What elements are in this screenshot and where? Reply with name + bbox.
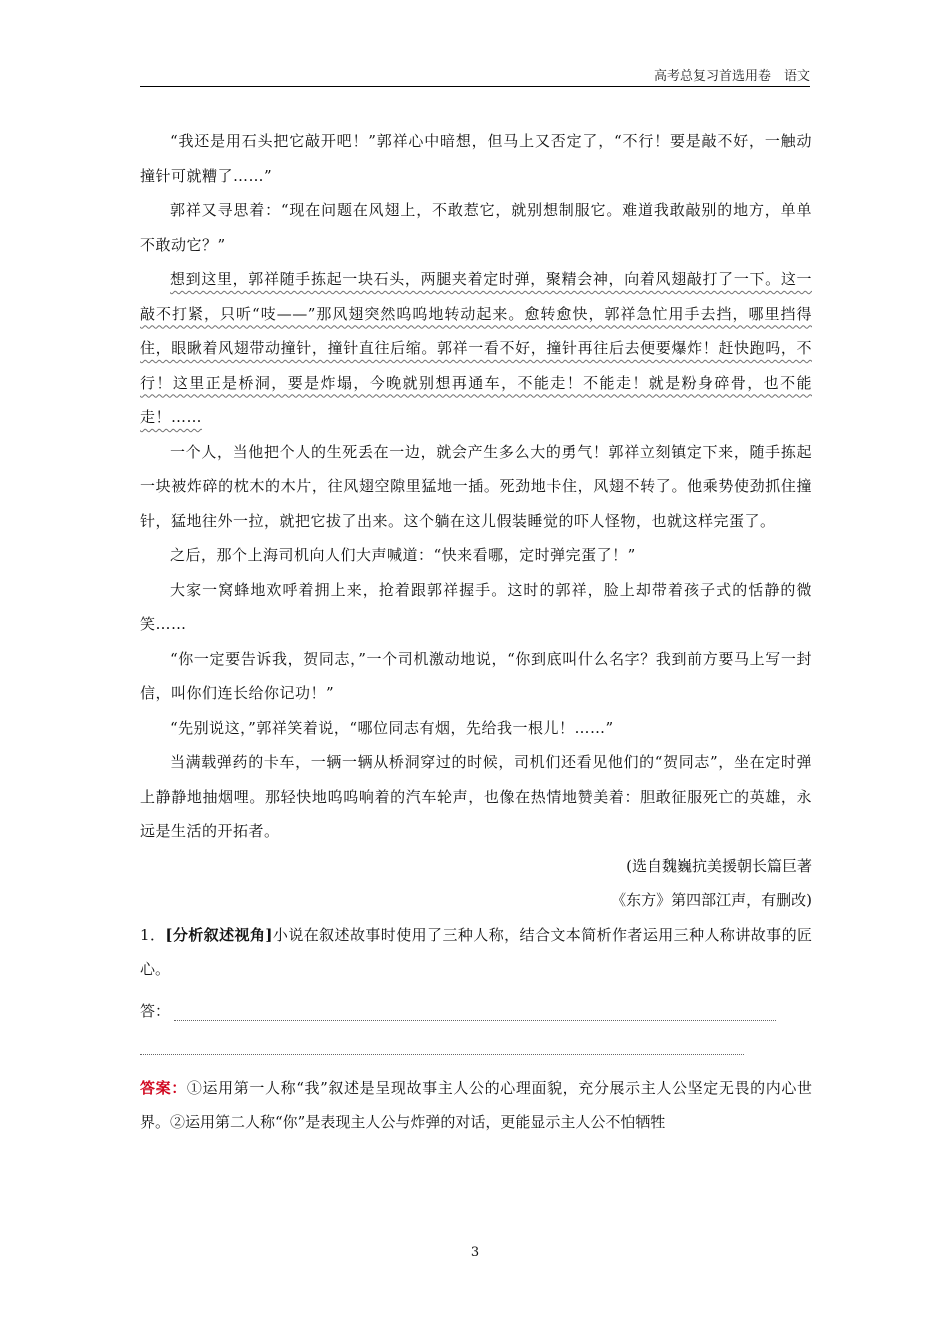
page-content bbox=[140, 124, 812, 1140]
paragraph-8: “先别说这，”郭祥笑着说，“哪位同志有烟，先给我一根儿！……” bbox=[170, 718, 614, 737]
answer-paragraph bbox=[140, 1071, 812, 1140]
answer-blank-line bbox=[174, 998, 776, 1021]
paragraph-2: 郭祥又寻思着：“现在问题在风翅上，不敢惹它，就别想制服它。难道我敢敲别的地方，单单不敢动它？” bbox=[140, 201, 812, 254]
paragraph-5: 之后，那个上海司机向人们大声喊道：“快来看哪，定时弹完蛋了！” bbox=[170, 546, 636, 564]
source-line-2: 《东方》第四部江声，有删改) bbox=[611, 891, 812, 909]
header-title: 高考总复习首选用卷 语文 bbox=[653, 69, 810, 84]
question-tag: [分析叙述视角] bbox=[165, 925, 273, 944]
answer-label: 答案： bbox=[140, 1078, 187, 1097]
question-text: 小说在叙述故事时使用了三种人称，结合文本简析作者运用三种人称讲故事的匠心。 bbox=[140, 925, 812, 978]
answer-prompt: 答： bbox=[140, 1001, 171, 1020]
paragraph-7: “你一定要告诉我，贺同志，”一个司机激动地说，“你到底叫什么名字？我到前方要马上写一封信，叫你们连长给你记功！” bbox=[140, 649, 812, 702]
paragraph-1: “我还是用石头把它敲开吧！”郭祥心中暗想，但马上又否定了，“不行！要是敲不好，一触动撞针可就糟了……” bbox=[140, 132, 812, 185]
question-number: 1． bbox=[140, 925, 166, 944]
paragraph-3 bbox=[140, 262, 812, 435]
page-number: 3 bbox=[470, 1245, 480, 1260]
paragraph-9: 当满载弹药的卡车，一辆一辆从桥洞穿过的时候，司机们还看见他们的“贺同志”，坐在定时弹上静静地抽烟哩。那轻快地呜呜响着的汽车轮声，也像在热情地赞美着：胆敢征服死亡的英雄，永远是生活的开拓者。 bbox=[140, 753, 812, 840]
source-line-1: (选自魏巍抗美援朝长篇巨著 bbox=[626, 856, 812, 875]
answer-line-2 bbox=[140, 1021, 812, 1055]
answer-blank-line-2 bbox=[140, 1032, 744, 1055]
page-header bbox=[140, 70, 810, 87]
paragraph-4: 一个人，当他把个人的生死丢在一边，就会产生多么大的勇气！郭祥立刻镇定下来，随手拣起一块被炸碎的枕木的木片，往风翅空隙里猛地一插。死劲地卡住，风翅不转了。他乘势使劲抓住撞针，猛地往外一拉，就把它拔了出来。这个躺在这儿假装睡觉的吓人怪物，也就这样完蛋了。 bbox=[140, 442, 812, 530]
answer-line bbox=[140, 987, 812, 1021]
paragraph-6: 大家一窝蜂地欢呼着拥上来，抢着跟郭祥握手。这时的郭祥，脸上却带着孩子式的恬静的微笑…… bbox=[140, 580, 812, 633]
question-1 bbox=[140, 918, 812, 987]
answer-text: ①运用第一人称“我”叙述是呈现故事主人公的心理面貌，充分展示主人公坚定无畏的内心世界。②运用第二人称“你”是表现主人公与炸弹的对话，更能显示主人公不怕牺牲 bbox=[140, 1078, 812, 1131]
wavy-underlined-text: 想到这里，郭祥随手拣起一块石头，两腿夹着定时弹，聚精会神，向着风翅敲打了一下。这一敲不打紧，只听“吱——”那风翅突然呜呜地转动起来。愈转愈快，郭祥急忙用手去挡，哪里挡得住，眼瞅着风翅带动撞针，撞针直往后缩。郭祥一看不好，撞针再往后去便要爆炸！赶快跑吗，不行！这里正是桥洞，要是炸塌，今晚就别想再通车，不能走！不能走！就是粉身碎骨，也不能走！…… bbox=[140, 270, 812, 426]
